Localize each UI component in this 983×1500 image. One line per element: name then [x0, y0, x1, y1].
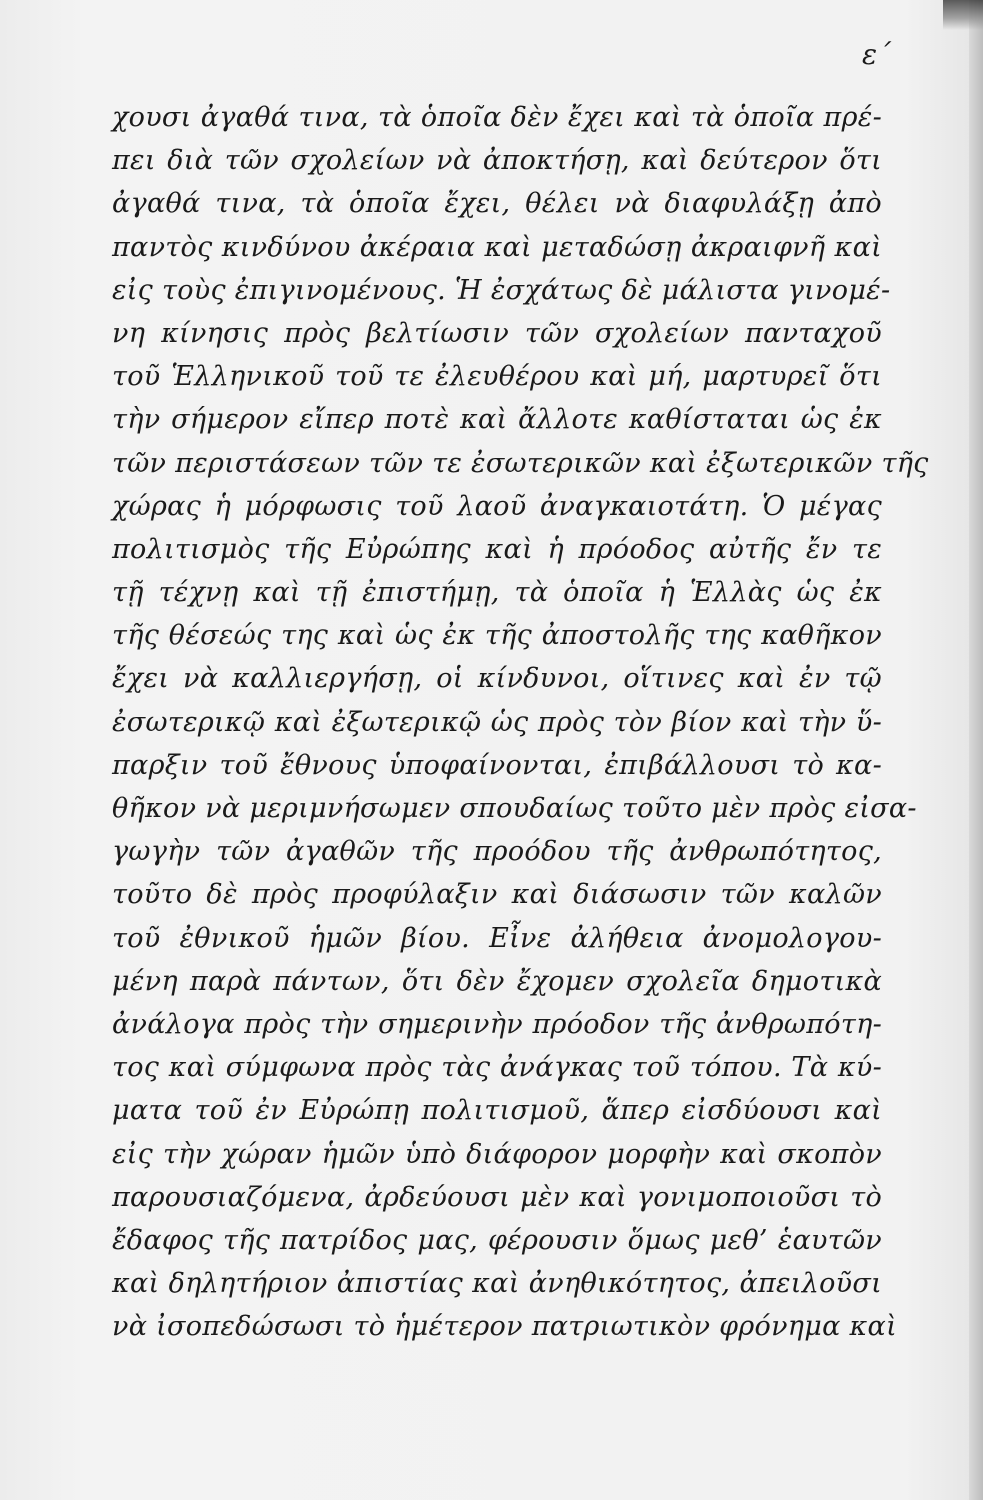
text-line: νὰ ἰσοπεδώσωσι τὸ ἡμέτερον πατριωτικὸν φρόνημα καὶ	[112, 1311, 897, 1343]
text-line: πολιτισμὸς τῆς Εὐρώπης καὶ ἡ πρόοδος αὐτῆς ἔν τε	[112, 533, 882, 565]
text-line: ἀγαθά τινα, τὰ ὁποῖα ἔχει, θέλει νὰ διαφυλάξῃ ἀπὸ	[112, 188, 882, 220]
text-line: μένη παρὰ πάντων, ὅτι δὲν ἔχομεν σχολεῖα δημοτικὰ	[112, 965, 882, 997]
text-line: ἔδαφος τῆς πατρίδος μας, φέρουσιν ὅμως μεθ’ ἑαυτῶν	[112, 1224, 882, 1256]
text-line: ματα τοῦ ἐν Εὐρώπῃ πολιτισμοῦ, ἅπερ εἰσδύουσι καὶ	[112, 1095, 882, 1127]
text-line: πει διὰ τῶν σχολείων νὰ ἀποκτήσῃ, καὶ δεύτερον ὅτι	[112, 145, 882, 177]
text-line: τῇ τέχνῃ καὶ τῇ ἐπιστήμῃ, τὰ ὁποῖα ἡ Ἑλλὰς ὡς ἐκ	[112, 577, 882, 609]
text-line: τοῦ ἐθνικοῦ ἡμῶν βίου. Εἶνε ἀλήθεια ἀνομολογου-	[112, 922, 882, 954]
text-line: παρουσιαζόμενα, ἀρδεύουσι μὲν καὶ γονιμοποιοῦσι τὸ	[112, 1181, 882, 1213]
body-text	[112, 96, 929, 1348]
text-line: ἔχει νὰ καλλιεργήσῃ, οἱ κίνδυνοι, οἵτινες καὶ ἐν τῷ	[112, 663, 882, 695]
page-corner-shadow	[943, 0, 983, 30]
text-line: καὶ δηλητήριον ἀπιστίας καὶ ἀνηθικότητος, ἀπειλοῦσι	[112, 1268, 882, 1300]
text-line: χουσι ἀγαθά τινα, τὰ ὁποῖα δὲν ἔχει καὶ τὰ ὁποῖα πρέ-	[112, 102, 882, 133]
text-line: παρξιν τοῦ ἔθνους ὑποφαίνονται, ἐπιβάλλουσι τὸ κα-	[112, 749, 882, 781]
text-line: τῶν περιστάσεων τῶν τε ἐσωτερικῶν καὶ ἐξωτερικῶν τῆς	[112, 447, 929, 479]
text-line: εἰς τοὺς ἐπιγινομένους. Ἡ ἐσχάτως δὲ μάλιστα γινομέ-	[112, 274, 891, 306]
page-number: ε΄	[862, 38, 892, 71]
text-line: ἀνάλογα πρὸς τὴν σημερινὴν πρόοδον τῆς ἀνθρωπότη-	[112, 1008, 882, 1040]
text-line: τος καὶ σύμφωνα πρὸς τὰς ἀνάγκας τοῦ τόπου. Τὰ κύ-	[112, 1052, 882, 1084]
text-line: εἰς τὴν χώραν ἡμῶν ὑπὸ διάφορον μορφὴν καὶ σκοπὸν	[112, 1138, 882, 1170]
text-line: τοῦτο δὲ πρὸς προφύλαξιν καὶ διάσωσιν τῶν καλῶν	[112, 879, 882, 911]
page-edge-shadow	[969, 0, 983, 1500]
text-line: νη κίνησις πρὸς βελτίωσιν τῶν σχολείων πανταχοῦ	[112, 317, 882, 349]
text-line: τῆς θέσεώς της καὶ ὡς ἐκ τῆς ἀποστολῆς της καθῆκον	[112, 620, 882, 652]
text-line: τὴν σήμερον εἴπερ ποτὲ καὶ ἄλλοτε καθίσταται ὡς ἐκ	[112, 404, 882, 436]
text-line: παντὸς κινδύνου ἀκέραια καὶ μεταδώσῃ ἀκραιφνῆ καὶ	[112, 231, 882, 263]
text-line: θῆκον νὰ μεριμνήσωμεν σπουδαίως τοῦτο μὲν πρὸς εἰσα-	[112, 793, 917, 824]
text-line: ἐσωτερικῷ καὶ ἐξωτερικῷ ὡς πρὸς τὸν βίον καὶ τὴν ὕ-	[112, 706, 882, 738]
text-line: τοῦ Ἑλληνικοῦ τοῦ τε ἐλευθέρου καὶ μή, μαρτυρεῖ ὅτι	[112, 361, 882, 393]
text-line: χώρας ἡ μόρφωσις τοῦ λαοῦ ἀναγκαιοτάτη. Ὁ μέγας	[112, 490, 882, 522]
text-line: γωγὴν τῶν ἀγαθῶν τῆς προόδου τῆς ἀνθρωπότητος,	[112, 836, 882, 868]
